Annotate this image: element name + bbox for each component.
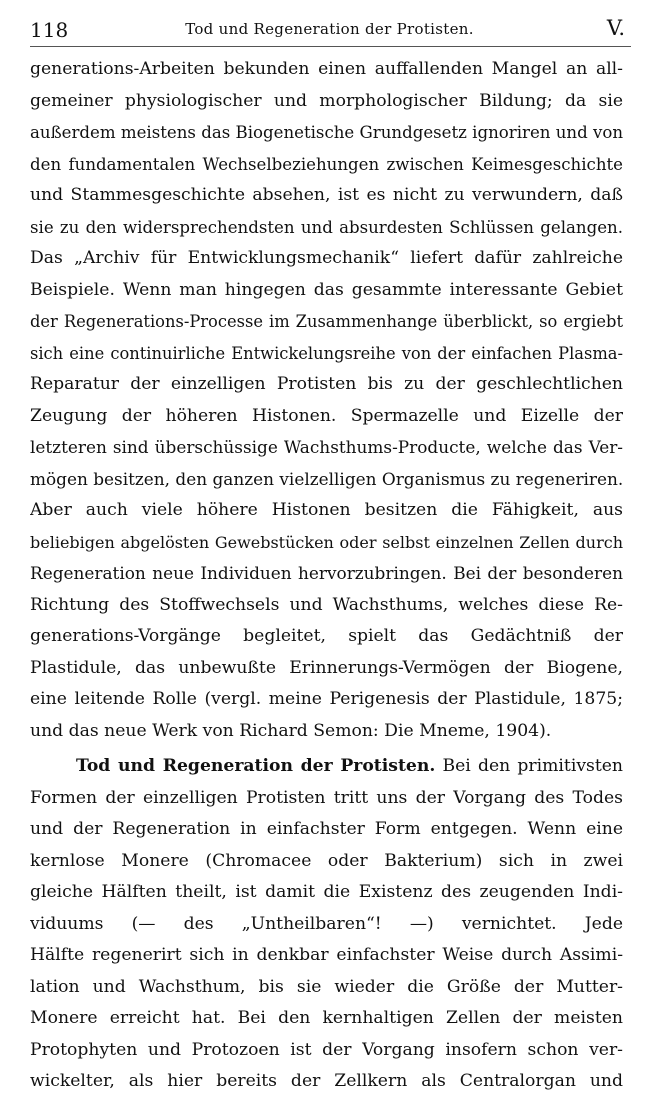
text-line: gemeiner physiologischer und morphologischer Bildung; da sie bbox=[30, 90, 623, 111]
text-line: beliebigen abgelösten Gewebstücken oder selbst einzelnen Zellen durch bbox=[30, 532, 623, 552]
text-line: den fundamentalen Wechselbeziehungen zwischen Keimesgeschichte bbox=[30, 154, 623, 174]
text-line: Zeugung der höheren Histonen. Spermazelle und Eizelle der bbox=[30, 405, 623, 426]
text-line: und das neue Werk von Richard Semon: Die Mneme, 1904). bbox=[30, 720, 552, 741]
text-line: Das „Archiv für Entwicklungsmechanik“ liefert dafür zahlreiche bbox=[30, 248, 623, 268]
running-title: Tod und Regeneration der Protisten. bbox=[185, 20, 474, 38]
text-line: und Stammesgeschichte absehen, ist es nicht zu verwundern, daß bbox=[30, 185, 623, 205]
text-line: außerdem meistens das Biogenetische Grundgesetz ignoriren und von bbox=[30, 123, 623, 142]
text-line: Reparatur der einzelligen Protisten bis zu der geschlechtlichen bbox=[30, 374, 623, 394]
text-line: viduums (— des „Untheilbaren“! —) vernichtet. Jede bbox=[30, 913, 623, 934]
text-line: wickelter, als hier bereits der Zellkern als Centralorgan und bbox=[30, 1071, 623, 1091]
text-line: lation und Wachsthum, bis sie wieder die Größe der Mutter- bbox=[30, 976, 623, 997]
text-line: letzteren sind überschüssige Wachsthums-Producte, welche das Ver- bbox=[30, 437, 623, 457]
text-line: Protophyten und Protozoen ist der Vorgang insofern schon ver- bbox=[30, 1039, 623, 1060]
text-line: Formen der einzelligen Protisten tritt uns der Vorgang des Todes bbox=[30, 787, 623, 808]
text-line: Richtung des Stoffwechsels und Wachsthums, welches diese Re- bbox=[30, 594, 623, 615]
text-line: Hälfte regenerirt sich in denkbar einfachster Weise durch Assimi- bbox=[30, 945, 623, 965]
text-line: und der Regeneration in einfachster Form entgegen. Wenn eine bbox=[30, 819, 623, 839]
text-line: sie zu den widersprechendsten und absurdesten Schlüssen gelangen. bbox=[30, 217, 623, 237]
text-body bbox=[30, 54, 623, 1098]
text-line: mögen besitzen, den ganzen vielzelligen Organismus zu regeneriren. bbox=[30, 468, 623, 489]
text-line: eine leitende Rolle (vergl. meine Perigenesis der Plastidule, 1875; bbox=[30, 689, 623, 709]
text-line: kernlose Monere (Chromacee oder Bakterium) sich in zwei bbox=[30, 850, 623, 871]
page-number: 118 bbox=[30, 18, 69, 42]
text-line: generations-Arbeiten bekunden einen auffallenden Mangel an all- bbox=[30, 59, 623, 79]
text-line: der Regenerations-Processe im Zusammenhange überblickt, so ergiebt bbox=[30, 312, 623, 331]
heading-line-rest: Bei den primitivsten bbox=[442, 756, 623, 776]
header-rule bbox=[30, 46, 631, 47]
text-line: generations-Vorgänge begleitet, spielt das Gedächtniß der bbox=[30, 626, 623, 646]
text-line: sich eine continuirliche Entwickelungsreihe von der einfachen Plasma- bbox=[30, 343, 623, 363]
text-line: Aber auch viele höhere Histonen besitzen die Fähigkeit, aus bbox=[30, 500, 623, 520]
section-heading: Tod und Regeneration der Protisten. bbox=[76, 756, 436, 776]
page-header bbox=[30, 12, 629, 46]
heading-line bbox=[30, 751, 623, 783]
text-line: gleiche Hälften theilt, ist damit die Existenz des zeugenden Indi- bbox=[30, 882, 623, 902]
text-line: Plastidule, das unbewußte Erinnerungs-Vermögen der Biogene, bbox=[30, 657, 623, 678]
paragraph-2 bbox=[30, 751, 623, 1098]
text-line: Beispiele. Wenn man hingegen das gesammte interessante Gebiet bbox=[30, 279, 623, 300]
text-line: Monere erreicht hat. Bei den kernhaltigen Zellen der meisten bbox=[30, 1008, 623, 1028]
chapter-number: V. bbox=[606, 16, 625, 40]
text-line: Regeneration neue Individuen hervorzubringen. Bei der besonderen bbox=[30, 563, 623, 583]
paragraph-1 bbox=[30, 54, 623, 747]
